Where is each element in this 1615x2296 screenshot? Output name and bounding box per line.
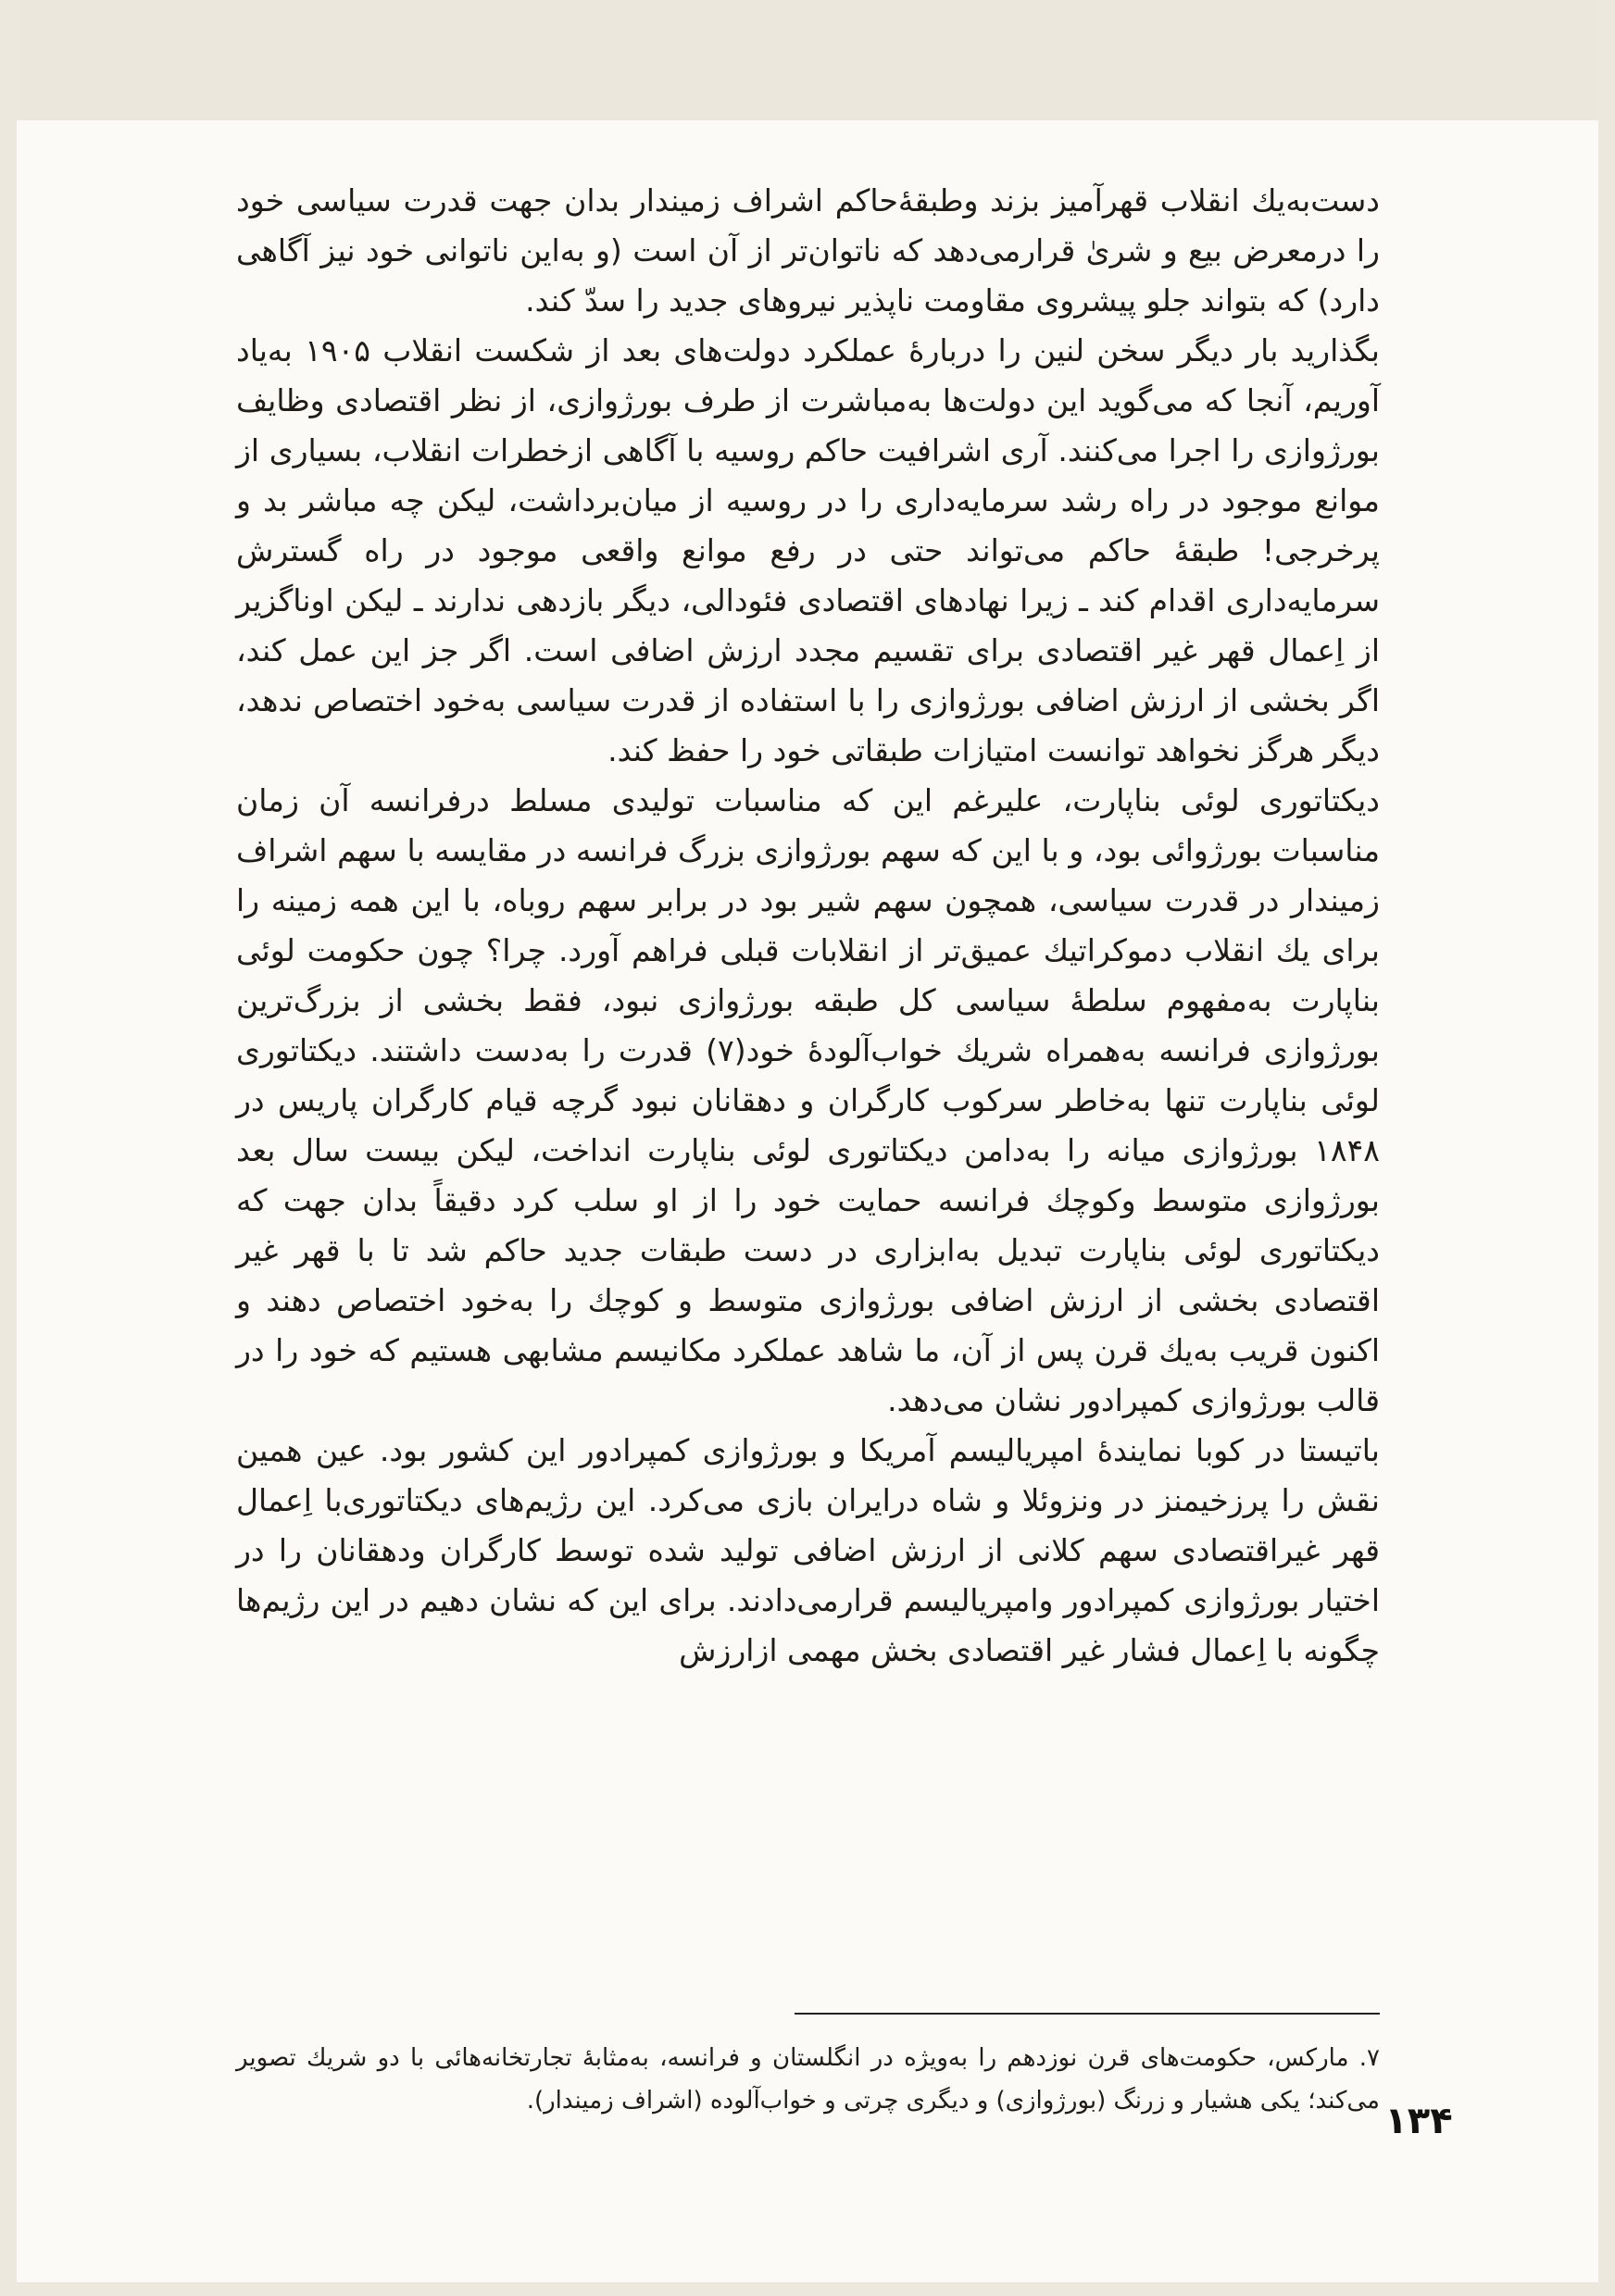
paragraph-4: باتیستا در کوبا نمایندهٔ امپریالیسم آمریکا و بورژوازی کمپرادور این کشور بود. عین همین نقش را پرزخیمنز در ونزوئلا و شاه درایران بازی می‌کرد. این رژیم‌های دیکتاتوری‌با اِعمال قهر غیراقتصادی سهم کلانی از ارزش اضافی تولید شده توسط کارگران ودهقانان را در اختیار بورژوازی کمپرادور وامپریالیسم قرارمی‌دادند. برای این که نشان دهیم در این رژیم‌ها چگونه با اِعمال فشار غیر اقتصادی بخش مهمی ازارزش xyxy=(236,1432,1380,1668)
paragraph-3: دیکتاتوری لوئی بناپارت، علیرغم این که مناسبات تولیدی مسلط درفرانسه آن زمان مناسبات بورژوائی بود، و با این که سهم بورژوازی بزرگ فرانسه در مقایسه با سهم اشراف زمیندار در قدرت سیاسی، همچون سهم شیر بود در برابر سهم روباه، با این همه زمینه را برای یك انقلاب دموکراتیك عمیق‌تر از انقلابات قبلی فراهم آورد. چرا؟ چون حکومت لوئی بناپارت به‌مفهوم سلطهٔ سیاسی کل طبقه بورژوازی نبود، فقط بخشی از بزرگ‌ترین بورژوازی فرانسه به‌همراه شریك خواب‌آلودهٔ خود(۷) قدرت را به‌دست داشتند. دیکتاتوری لوئی بناپارت تنها به‌خاطر سرکوب کارگران و دهقانان نبود گرچه قیام کارگران پاریس در ۱۸۴۸ بورژوازی میانه را به‌دامن دیکتاتوری لوئی بناپارت انداخت، لیکن بیست سال بعد بورژوازی متوسط وکوچك فرانسه حمایت خود را از او سلب کرد دقیقاً بدان جهت که دیکتاتوری لوئی بناپارت تبدیل به‌ابزاری در دست طبقات جدید حاکم شد تا با قهر غیر اقتصادی بخشی از ارزش اضافی بورژوازی متوسط و کوچك را به‌خود اختصاص دهند و اکنون قریب به‌یك قرن پس از آن، ما شاهد عملکرد مکانیسم مشابهی هستیم که خود را در قالب بورژوازی کمپرادور نشان می‌دهد. xyxy=(236,782,1380,1418)
paragraph-2: بگذارید بار دیگر سخن لنین را دربارهٔ عملکرد دولت‌های بعد از شکست انقلاب ۱۹۰۵ به‌یاد آوریم، آنجا که می‌گوید این دولت‌ها به‌مباشرت از طرف بورژوازی، از نظر اقتصادی وظایف بورژوازی را اجرا می‌کنند. آری اشرافیت حاکم روسیه با آگاهی ازخطرات انقلاب، بسیاری از موانع موجود در راه رشد سرمایه‌داری را در روسیه از میان‌برداشت، لیکن چه مباشر بد و پرخرجی! طبقهٔ حاکم می‌تواند حتی در رفع موانع واقعی موجود در راه گسترش سرمایه‌داری اقدام کند ـ زیرا نهادهای اقتصادی فئودالی، دیگر بازدهی ندارند ـ لیکن اوناگزیر از اِعمال قهر غیر اقتصادی برای تقسیم مجدد ارزش اضافی است. اگر جز این عمل کند، اگر بخشی از ارزش اضافی بورژوازی را با استفاده از قدرت سیاسی به‌خود اختصاص ندهد، دیگر هرگز نخواهد توانست امتیازات طبقاتی خود را حفظ کند. xyxy=(236,332,1380,768)
scan-top-margin xyxy=(17,0,1598,120)
main-text xyxy=(236,176,1380,1676)
footnote-7: ۷. مارکس، حکومت‌های قرن نوزدهم را به‌ویژه در انگلستان و فرانسه، به‌مثابهٔ تجارتخانه‌هائی با دو شریك تصویر می‌کند؛ یکی هشیار و زرنگ (بورژوازی) و دیگری چرتی و خواب‌آلوده (اشراف زمیندار). xyxy=(236,2044,1380,2115)
footnote-divider xyxy=(795,2013,1380,2015)
paragraph-1: دست‌به‌یك انقلاب قهرآمیز بزند وطبقهٔ‌حاکم اشراف زمیندار بدان جهت قدرت سیاسی خود را درمعرض بیع و شریٰ قرارمی‌دهد که ناتوان‌تر از آن است (و به‌این ناتوانی خود نیز آگاهی دارد) که بتواند جلو پیشروی مقاومت ناپذیر نیروهای جدید را سدّ کند. xyxy=(236,182,1380,318)
page-number: ۱۳۴ xyxy=(1384,2100,1453,2142)
